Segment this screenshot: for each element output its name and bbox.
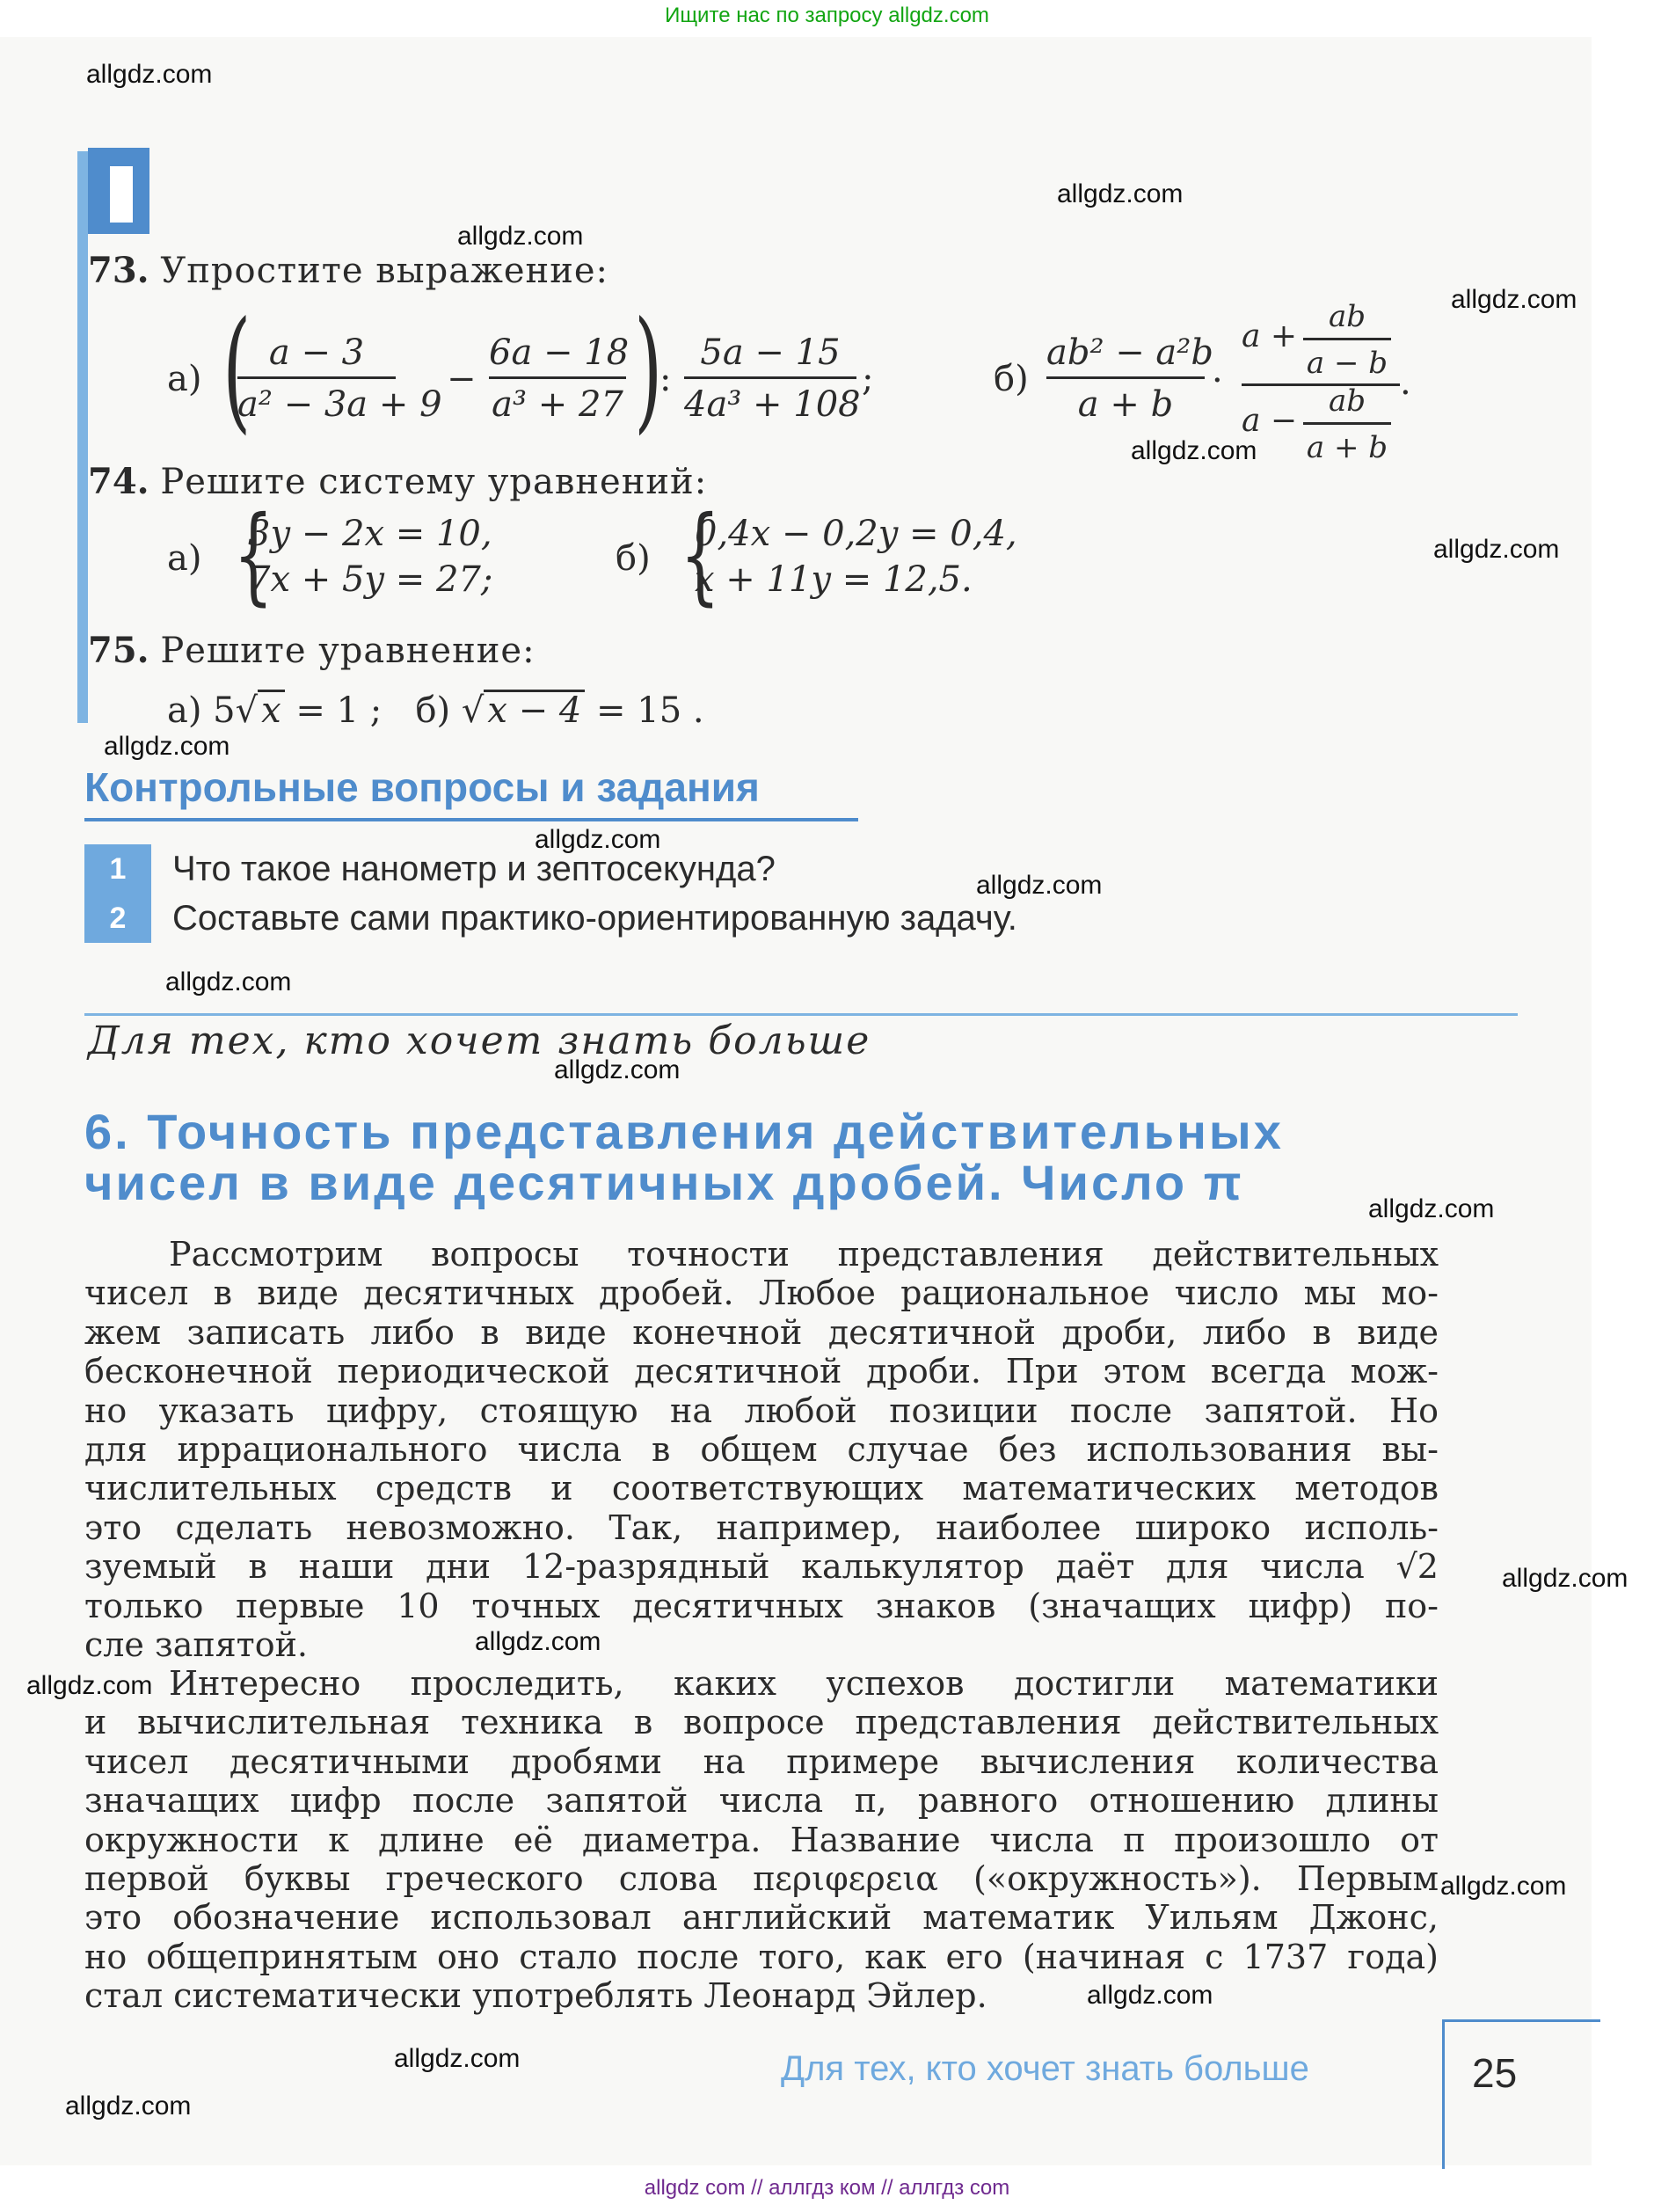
- complex-fraction-73b: a + ab a − b a − ab a + b: [1242, 299, 1400, 449]
- bottom-mirror-banner[interactable]: allgdz com // аллгдз ком // аллгдз com: [644, 2176, 1010, 2200]
- problem-74-b-label: б): [616, 538, 651, 579]
- text-line: числительных средств и соответствующих математических методов: [84, 1469, 1439, 1508]
- running-footer-title: Для тех, кто хочет знать больше: [781, 2049, 1309, 2088]
- close-paren: ): [634, 294, 663, 447]
- exercise-block-marker-inner: [107, 164, 135, 225]
- watermark: allgdz.com: [165, 967, 292, 996]
- problem-title: Упростите выражение:: [160, 251, 609, 291]
- question-number-badge: 1: [84, 844, 151, 894]
- system-b-eq1: 0,4x − 0,2y = 0,4,: [695, 514, 1017, 554]
- fraction-73b-1: ab² − a²b a + b: [1046, 332, 1213, 425]
- text-line: чисел десятичными дробями на примере вычисления количества: [84, 1741, 1439, 1781]
- text-line: окружности к длине её диаметра. Название числа π произошло от: [84, 1820, 1439, 1859]
- text-line: сле запятой.: [84, 1624, 308, 1664]
- paragraph-2: [84, 1664, 1439, 2016]
- chapter-title-line2: чисел в виде десятичных дробей. Число π: [84, 1155, 1244, 1210]
- section-divider: [84, 1013, 1518, 1016]
- open-paren: (: [222, 294, 251, 447]
- question-text: Что такое нанометр и зептосекунда?: [172, 850, 776, 888]
- extra-section-heading: Для тех, кто хочет знать больше: [88, 1018, 871, 1063]
- fraction-73a-3: 5a − 15 4a³ + 108: [684, 332, 861, 425]
- text-line: Рассмотрим вопросы точности представления действительных: [169, 1235, 1439, 1274]
- period: .: [1400, 362, 1411, 403]
- division-sign: :: [659, 359, 672, 399]
- system-a-eq1: 3y − 2x = 10,: [248, 514, 492, 554]
- watermark: allgdz.com: [1057, 179, 1184, 208]
- question-number-badge: 2: [84, 894, 151, 943]
- watermark: allgdz.com: [1440, 1872, 1567, 1901]
- text-line: стал систематически употреблять Леонард Эйлер.: [84, 1976, 987, 2016]
- watermark: allgdz.com: [26, 1671, 153, 1700]
- system-a-eq2: 7x + 5y = 27;: [248, 559, 493, 600]
- watermark: allgdz.com: [1131, 436, 1257, 465]
- problem-73-b-label: б): [994, 359, 1029, 399]
- text-line: для иррационального числа в общем случае без использования вы-: [84, 1429, 1439, 1469]
- text-line: и вычислительная техника в вопросе представления действительных: [84, 1703, 1439, 1742]
- text-line: но указать цифру, стоящую на любой позиции после запятой. Но: [84, 1391, 1439, 1430]
- section-side-bar: [77, 151, 88, 723]
- problem-75-heading: 75. Решите уравнение:: [88, 630, 536, 671]
- problem-74-a-label: а): [167, 538, 202, 579]
- problem-75-equations: а) 5√ x = 1 ; б) √ x − 4 = 15 .: [167, 690, 704, 731]
- text-line: жем записать либо в виде конечной десятичной дроби, либо в виде: [84, 1312, 1439, 1352]
- text-line: но общепринятым оно стало после того, как его (начиная с 1737 года): [84, 1937, 1439, 1976]
- text-line: это обозначение использовал английский математик Уильям Джонс,: [84, 1898, 1439, 1938]
- watermark: allgdz.com: [554, 1055, 681, 1084]
- problem-74-heading: 74. Решите систему уравнений:: [88, 461, 708, 502]
- text-line: зуемый в наши дни 12-разрядный калькулятор даёт для числа √2: [84, 1547, 1439, 1587]
- watermark: allgdz.com: [1433, 535, 1560, 564]
- problem-73-heading: [88, 250, 608, 291]
- watermark: allgdz.com: [475, 1627, 601, 1656]
- minus-sign: −: [447, 359, 477, 399]
- text-line: первой буквы греческого слова περιφερεια («окружность»). Первым: [84, 1858, 1439, 1898]
- watermark: allgdz.com: [457, 222, 584, 251]
- footer-vertical-rule: [1442, 2019, 1445, 2169]
- control-questions-heading: Контрольные вопросы и задания: [84, 764, 760, 810]
- text-line: это сделать невозможно. Так, например, наиболее широко исполь-: [84, 1508, 1439, 1547]
- text-line: чисел в виде десятичных дробей. Любое рациональное число мы мо-: [84, 1274, 1439, 1313]
- multiply-dot: ·: [1212, 361, 1223, 401]
- text-line: значащих цифр после запятой числа π, равного отношению длины: [84, 1781, 1439, 1821]
- semicolon: ;: [862, 359, 874, 399]
- watermark: allgdz.com: [394, 2044, 521, 2073]
- footer-rule: [1442, 2019, 1600, 2022]
- watermark: allgdz.com: [1368, 1194, 1495, 1223]
- watermark: allgdz.com: [86, 60, 213, 89]
- fraction-73a-1: a − 3 a² − 3a + 9: [237, 332, 442, 425]
- problem-73-a-label: а): [167, 359, 202, 399]
- top-search-banner[interactable]: Ищите нас по запросу allgdz.com: [665, 4, 989, 27]
- watermark: allgdz.com: [1502, 1564, 1628, 1593]
- paragraph-1: [84, 1235, 1439, 1664]
- watermark: allgdz.com: [535, 825, 661, 854]
- system-brace-a: {: [233, 494, 274, 617]
- heading-underline: [84, 818, 858, 821]
- text-line: только первые 10 точных десятичных знаков (значащих цифр) по-: [84, 1586, 1439, 1625]
- watermark: allgdz.com: [1451, 285, 1577, 314]
- watermark: allgdz.com: [976, 871, 1103, 900]
- problem-number: 73.: [88, 250, 149, 291]
- watermark: allgdz.com: [104, 732, 230, 761]
- system-brace-b: {: [680, 494, 721, 617]
- watermark: allgdz.com: [65, 2092, 192, 2121]
- system-b-eq2: x + 11y = 12,5.: [695, 559, 973, 600]
- watermark: allgdz.com: [1087, 1981, 1213, 2010]
- chapter-title-line1: 6. Точность представления действительных: [84, 1104, 1284, 1159]
- text-line: Интересно проследить, каких успехов достигли математики: [169, 1664, 1439, 1703]
- page-number: 25: [1472, 2050, 1518, 2096]
- text-line: бесконечной периодической десятичной дроби. При этом всегда мож-: [84, 1352, 1439, 1391]
- fraction-73a-2: 6a − 18 a³ + 27: [489, 332, 630, 425]
- question-text: Составьте сами практико-ориентированную задачу.: [172, 899, 1017, 938]
